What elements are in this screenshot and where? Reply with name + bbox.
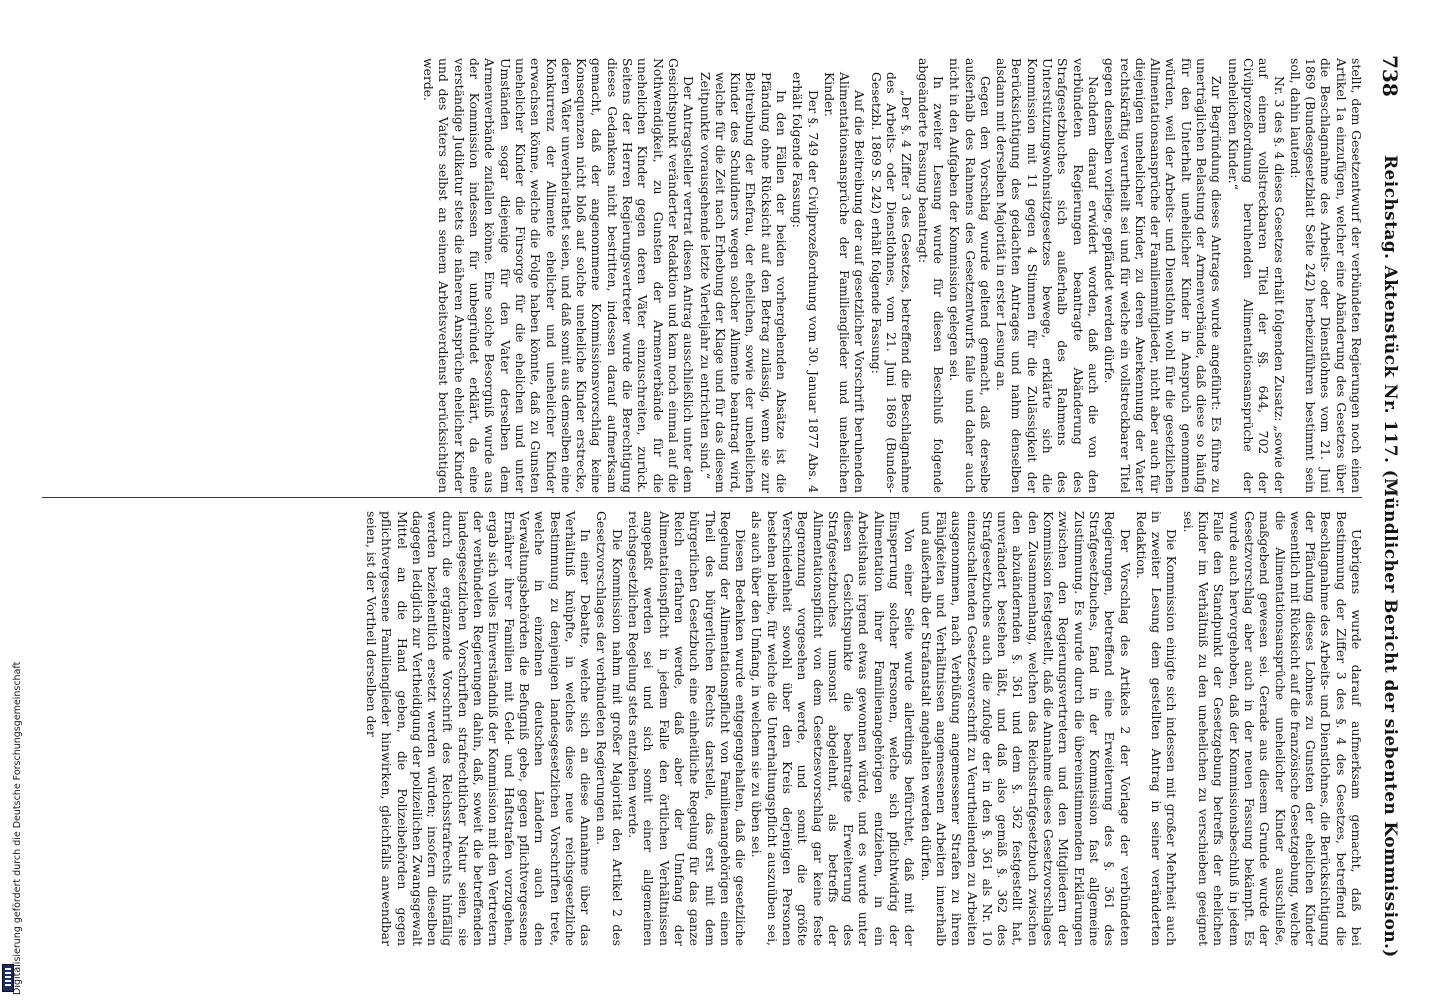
- right-text-column: [34, 511, 1364, 946]
- page-title: Reichstag. Aktenstück Nr. 117. (Mündlicher Bericht der siebenten Kommission.): [1380, 155, 1400, 958]
- digitization-notice: Digitalisierung gefördert durch die Deutsche Forschungsgemeinschaft: [12, 661, 23, 995]
- paragraph: „Der §. 4 Ziffer 3 des Gesetzes, betreffend die Beschlagnahme des Arbeits- oder Dienstlohnes, vom 21. Juni 1869 (Bundes-Gesetzbl. 1869 S. 242) erhält folgende Fassung:: [868, 72, 915, 493]
- paragraph: Nachdem darauf erwidert worden, daß auch die von den verbündeten Regierungen beantragte Abänderung des Strafgesetzbuches sich außerhalb des Rahmens des Unterstützungswohnsitzgesetzes bewege, erklärte sich die Kommission mit 11 gegen 4 Stimmen für die Zulässigkeit der Berücksichtigung des gedachten Antrages und nahm denselben alsdann mit derselben Majorität in erster Lesung an.: [994, 58, 1101, 493]
- paragraph: Uebrigens wurde darauf aufmerksam gemacht, daß bei Bestimmung der Ziffer 3 des §. 4 des Gesetzes, betreffend die Beschlagnahme des Arbeits- und Dienstlohnes, die Berücksichtigung der Pfändung dieses Lohnes zu Gunsten der ehelichen Kinder wesentlich mit Rücksicht auf die französische Gesetzgebung, welche die Alimentationsansprüche unehelicher Kinder ausschließe, maßgebend gewesen sei. Gerade aus diesem Grunde wurde der Gesetzvorschlag aber auch in der neuen Fassung bekämpft. Es wurde auch hervorgehoben, daß der Kommissionsbeschluß in jedem Falle den Standpunkt der Gesetzgebung betreffs der ehelichen Kinder im Verhältniß zu den unehelichen zu verschieben geeignet sei.: [1180, 511, 1364, 946]
- paragraph: Diesen Bedenken wurde entgegengehalten, daß die gesetzliche Regelung der Alimentationspflicht von Familienangehörigen einen Theil des bürgerlichen Rechts darstelle, das erst mit dem bürgerlichen Gesetzbuch eine einheitliche Regelung für das ganze Reich erfahren werde, daß aber der Umfang der Alimentationspflicht in jedem Falle den örtlichen Verhältnissen angepaßt werden sei und sich somit einer allgemeinen reichsgesetzlichen Regelung stets entziehen werde.: [626, 511, 749, 946]
- page-header: [1370, 55, 1402, 975]
- paragraph: Der Vorschlag des Artikels 2 der Vorlage der verbündeten Regierungen, betreffend eine Erweiterung des §. 361 des Strafgesetzbuches, fand in der Kommission fast allgemeine Zustimmung. Es wurde durch die übereinstimmenden Erklärungen zwischen den Regierungsvertretern und den Mitgliedern der Kommission festgestellt, daß die Annahme dieses Gesetzvorschlages den Zusammenhang, welchen das Reichsstrafgesetzbuch zwischen den abzuändernden §. 361 und dem §. 362 festgestellt hat, unverändert bestehen läßt, und daß also gemäß §. 362 des Strafgesetzbuches auch die zufolge der in den §. 361 als Nr. 10 einzuschaltenden Gesetzesvorschrift zu Verurtheilenden zu Arbeiten ausgenommen, nach Verbüßung angemessener Strafen zu ihren Fähigkeiten und Verhältnissen angemessenen Arbeiten innerhalb und außerhalb der Strafanstalt angehalten werden dürfen.: [918, 511, 1133, 946]
- paragraph: In den Fällen der beiden vorhergehenden Absätze ist die Pfändung ohne Rücksicht auf den Betrag zulässig, wenn sie zur Beitreibung der Ehefrau, der ehelichen, sowie der unehelichen Kinder des Schuldners wegen solcher Alimente beantragt wird, welche für die Zeit nach Erhebung der Klage und für das diesem Zeitpunkte vorausgehende letzte Vierteljahr zu entrichten sind.“: [697, 72, 790, 493]
- paragraph: In zweiter Lesung wurde für diesen Beschluß folgende abgeänderte Fassung beantragt:: [915, 58, 946, 493]
- paragraph: Zur Begründung dieses Antrages wurde angeführt: Es führe zu unerträglichen Belastung der Armenverbände, daß diese so häufig für den Unterhalt unehelicher Kinder in Anspruch genommen würden, weil der Arbeits- und Dienstlohn wohl für die gesetzlichen Alimentationsansprüche der Familienmitglieder, nicht aber auch für diejenigen unehelicher Kinder, zu deren Anerkennung der Vater rechtskräftig verurtheilt sei und für welche ein vollstreckbarer Titel gegen denselben vorliege, gepfändet werden dürfe.: [1102, 58, 1225, 493]
- paragraph: Die Kommission einigte sich indessen mit großer Mehrheit auch in zweiter Lesung dem gestellten Antrag in seiner veränderten Redaktion.: [1133, 511, 1180, 946]
- paragraph: stellt, dem Gesetzentwurf der verbündeten Regierungen noch einen Artikel 1a einzufügen, welcher eine Abänderung des Gesetzes über die Beschlagnahme des Arbeits- oder Dienstlohnes vom 21. Juni 1869 (Bundesgesetzblatt Seite 242) herbeizuführen bestimmt sein soll, dahin lautend:: [1287, 58, 1364, 493]
- page-number: 738: [1378, 55, 1402, 97]
- paragraph: Auf die Beitreibung der auf gesetzlicher Vorschrift beruhenden Alimentationsansprüche der Familienglieder und unehelichen Kinder.: [821, 72, 868, 493]
- paragraph: In einer Debatte, welche sich an diese Annahme über das Verhältniß knüpfte, in welches diese neue reichsgesetzliche Bestimmung zu denjenigen landesgesetzlichen Vorschriften trete, welche in einzelnen deutschen Ländern auch den Verwaltungsbehörden die Befugniß gebe, gegen pflichtvergessene Ernährer ihrer Familien mit Geld- und Haftstrafen vorzugehen, ergab sich volles Einverständniß der Kommission mit den Vertretern der verbündeten Regierungen dahin, daß, soweit die betreffenden landesgesetzlichen Vorschriften strafrechtlicher Natur seien, sie durch die ergänzende Vorschrift des Reichsstrafrechts hinfällig werden beziehentlich ersetzt werden würden; insofern dieselben dagegen lediglich zur Vertheidigung der polizeilichen Zwangsgewalt Mittel an die Hand geben, die Polizeibehörden gegen pflichtvergessene Familienglieder hinwirken, gleichfalls anwendbar seien, ist der Vortheil derselben der: [364, 511, 594, 946]
- paragraph: Der §. 749 der Civilprozeßordnung vom 30. Januar 1877 Abs. 4 erhält folgende Fassung:: [790, 72, 821, 493]
- column-divider: [42, 497, 1362, 498]
- paragraph: Die Kommission nahm mit großer Majorität den Artikel 2 des Gesetzvorschlages der verbündeten Regierungen an.: [594, 511, 625, 946]
- digitization-side-strip: [0, 0, 23, 1000]
- paragraph: Gegen den Vorschlag wurde geltend gemacht, daß derselbe außerhalb des Rahmens des Gesetzentwurfs falle und daher auch nicht in den Aufgaben der Kommission gelegen sei.: [947, 58, 993, 493]
- left-text-column: [34, 58, 1364, 493]
- paragraph: Von einer Seite wurde allerdings befürchtet, daß mit der Einsperrung solcher Personen, welche sich pflichtwidrig der Alimentation ihrer Familienangehörigen entziehen, in ein Arbeitshaus irgend etwas gewonnen würde, und es wurde unter diesen Gesichtspunkte die beantragte Erweiterung des Strafgesetzbuches umsonst abgelehnt, als betreffs der Alimentationspflicht von dem Gesetzesvorschlag gar keine feste Begrenzung vorgesehen werde, und somit die größte Verschiedenheit sowohl über den Kreis derjenigen Personen bestehen bleibe, für welche die Unterhaltungspflicht auszuüben sei, als auch über den Umfang, in welchem sie zu üben sei.: [749, 511, 918, 946]
- paragraph: Der Antragsteller vertrat diesen Antrag ausschließlich unter dem Gesichtspunkt veränderter Redaktion und kam noch einmal auf die Nothwendigkeit, zu Gunsten der Armenverbände für die unehelichen Kinder gegen deren Väter einzuschreiten, zurück. Seitens der Herren Regierungsvertreter wurde die Berechtigung dieses Gedankens nicht bestritten, indessen darauf aufmerksam gemacht, daß der angenommene Kommissionsvorschlag keine Konsequenzen nicht bloß auf solche uneheliche Kinder erstrecke, deren Väter unverheirathet seien, und daß somit aus demselben eine Konkurrenz der Alimente ehelicher und unehelicher Kinder erwachsen könne, welche die Folge haben könnte, daß zu Gunsten unehelicher Kinder die Fürsorge für die ehelichen und unter Umständen sogar diejenige für den Vater derselben dem Armenverbände zufallen könne. Eine solche Besorgniß wurde aus der Kommission indessen für unbegründet erklärt, da eine verständige Judikatur stets die näheren Ansprüche ehelicher Kinder und des Vaters selbst an seinem Arbeitsverdienst berücksichtigen werde.: [421, 58, 697, 493]
- paragraph: Nr. 3 des §. 4 dieses Gesetzes erhält folgenden Zusatz: „sowie der auf einem vollstreckbaren Titel der §§. 644, 702 der Civilprozeßordnung beruhenden Alimentationsansprüche der unehelichen Kinder.“: [1225, 58, 1287, 493]
